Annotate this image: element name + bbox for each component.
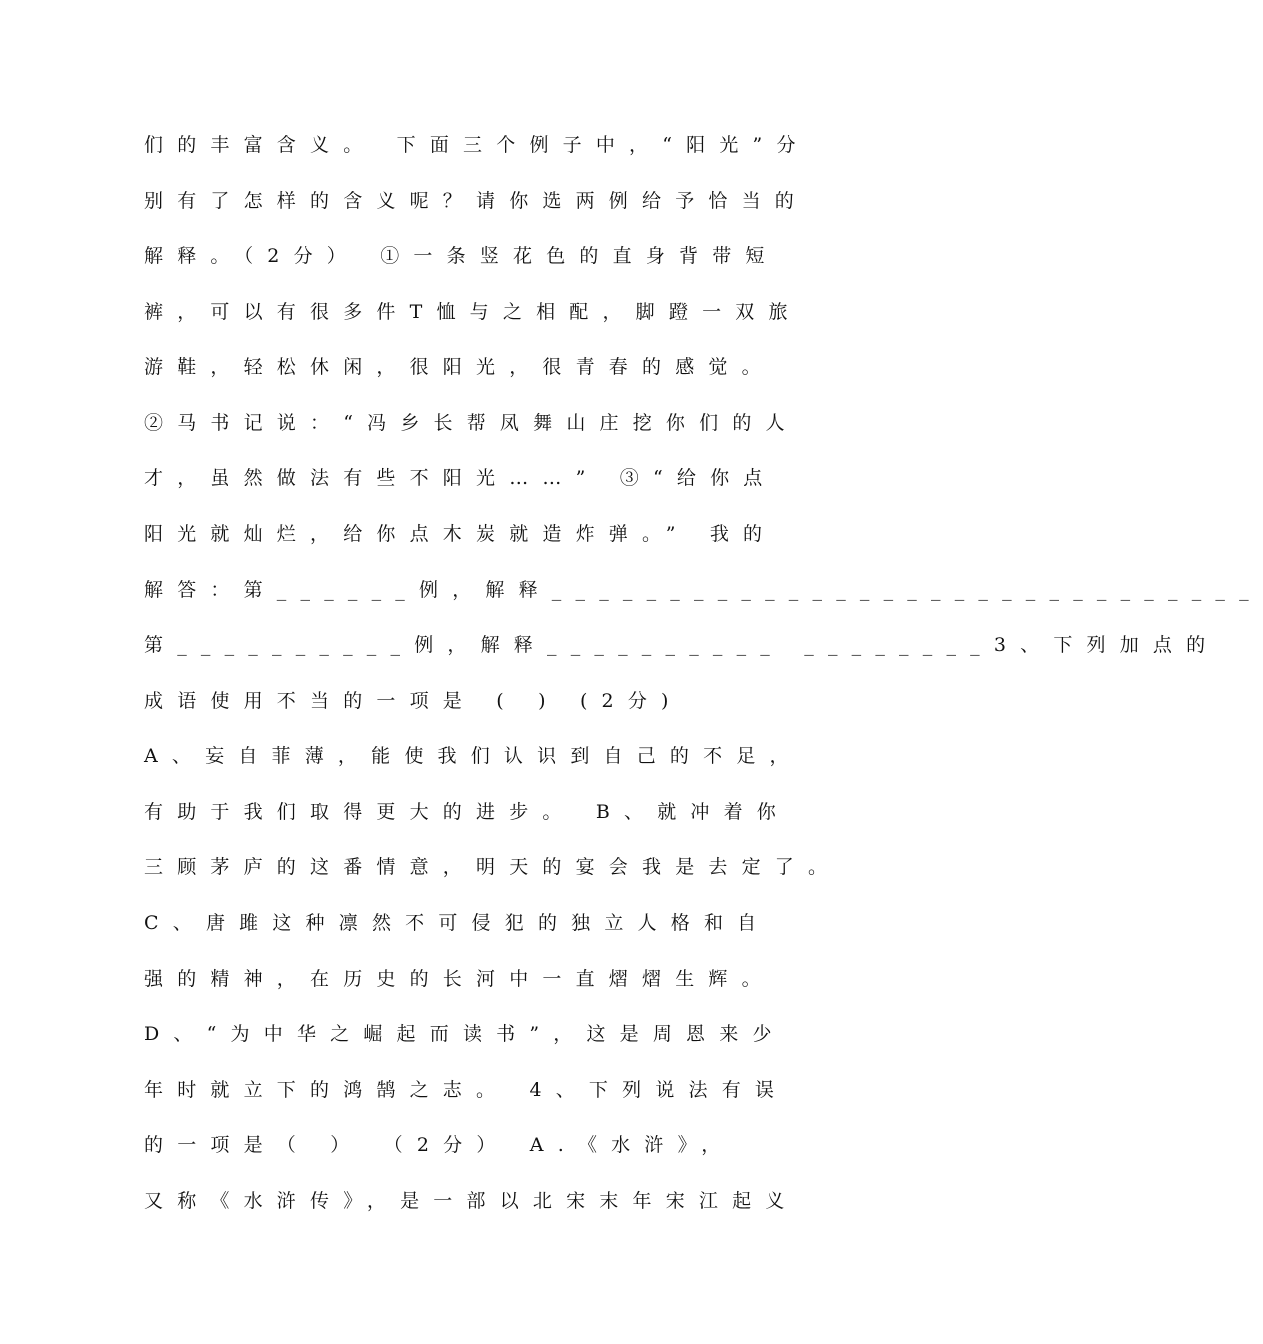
option-line: 有助于我们取得更大的进步。 B、就冲着你 (144, 801, 791, 823)
option-line: D、“为中华之崛起而读书”，这是周恩来少 (144, 1023, 786, 1045)
option-line: C、唐雎这种凛然不可侵犯的独立人格和自 (144, 912, 771, 934)
text-line: 们的丰富含义。 下面三个例子中，“阳光”分 (144, 134, 810, 156)
question-line: 年时就立下的鸿鹄之志。 4、下列说法有误 (144, 1079, 789, 1101)
question-line: 的一项是（ ） （2分） A.《水浒》， (144, 1134, 735, 1156)
text-line: 裤，可以有很多件T恤与之相配，脚蹬一双旅 (144, 301, 802, 323)
text-line: 解释。（2分） ①一条竖花色的直身背带短 (144, 245, 779, 267)
text-line: ②马书记说：“冯乡长帮凤舞山庄挖你们的人 (144, 412, 799, 434)
option-line: 三顾茅庐的这番情意，明天的宴会我是去定了。 (144, 856, 842, 878)
text-line: 别有了怎样的含义呢？请你选两例给予恰当的 (144, 190, 809, 212)
text-line: 阳光就灿烂，给你点木炭就造炸弹。” 我的 (144, 523, 777, 545)
question-line: 成语使用不当的一项是 ( ) (2分) (144, 690, 683, 712)
option-line: A、妄自菲薄，能使我们认识到自己的不足， (144, 745, 803, 767)
text-line: 游鞋，轻松休闲，很阳光，很青春的感觉。 (144, 356, 775, 378)
text-line: 才，虽然做法有些不阳光……” ③“给你点 (144, 467, 777, 489)
answer-line: 第__________例，解释__________ ________3、下列加点的 (144, 634, 1220, 656)
answer-line: 解答：第______例，解释______________________________ (144, 579, 1263, 601)
text-line: 又称《水浒传》，是一部以北宋末年宋江起义 (144, 1190, 799, 1212)
option-line: 强的精神，在历史的长河中一直熠熠生辉。 (144, 968, 775, 990)
